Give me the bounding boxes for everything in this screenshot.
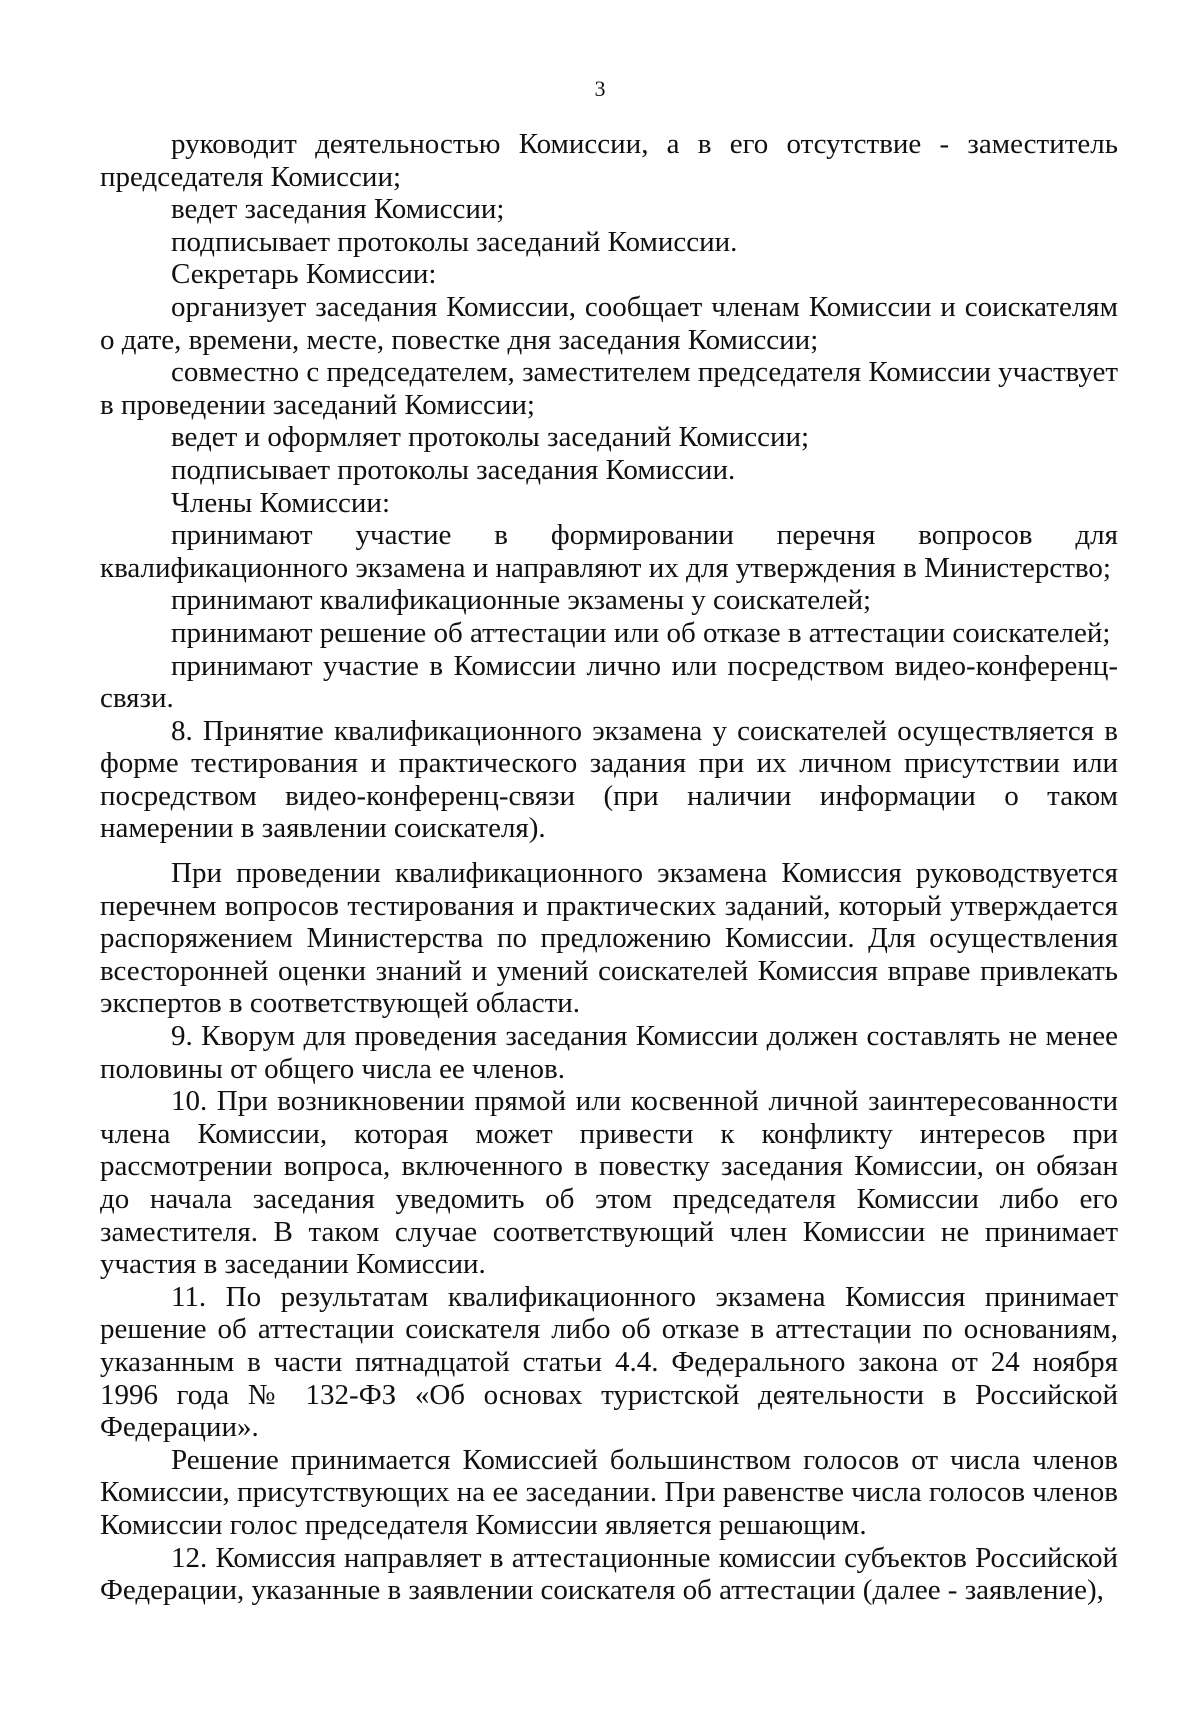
paragraph: При проведении квалификационного экзамена Комиссия руководствуется перечнем вопросов тестирования и практических заданий, который утверждается распоряжением Министерства по предложению Комиссии. Для осуществления всесторонней оценки знаний и умений соискателей Комиссия вправе привлекать экспертов в соответствующей области.: [100, 857, 1118, 1020]
paragraph: организует заседания Комиссии, сообщает членам Комиссии и соискателям о дате, времени, месте, повестке дня заседания Комиссии;: [100, 290, 1118, 356]
paragraph: Решение принимается Комиссией большинством голосов от числа членов Комиссии, присутствующих на ее заседании. При равенстве числа голосов членов Комиссии голос председателя Комиссии является решающим.: [100, 1443, 1118, 1541]
paragraph: Секретарь Комиссии:: [171, 258, 437, 291]
paragraph: подписывает протоколы заседания Комиссии.: [171, 453, 736, 486]
paragraph: подписывает протоколы заседаний Комиссии.: [171, 225, 738, 258]
paragraph: принимают квалификационные экзамены у соискателей;: [171, 584, 872, 617]
paragraph: принимают участие в формировании перечня вопросов для квалификационного экзамена и направляют их для утверждения в Министерство;: [100, 519, 1118, 584]
paragraph: 12. Комиссия направляет в аттестационные комиссии субъектов Российской Федерации, указанные в заявлении соискателя об аттестации (далее - заявление),: [100, 1541, 1118, 1607]
paragraph: 9. Кворум для проведения заседания Комиссии должен составлять не менее половины от общего числа ее членов.: [100, 1020, 1118, 1085]
page-number: 3: [594, 76, 606, 101]
paragraph: 11. По результатам квалификационного экзамена Комиссия принимает решение об аттестации соискателя либо об отказе в аттестации по основаниям, указанным в части пятнадцатой статьи 4.4. Федерального закона от 24 ноября 1996 года № 132-ФЗ «Об основах туристской деятельности в Российской Федерации».: [100, 1280, 1118, 1444]
document-body: [100, 128, 1118, 1607]
paragraph: принимают участие в Комиссии лично или посредством видео-конференц-связи.: [100, 649, 1118, 715]
paragraph: принимают решение об аттестации или об отказе в аттестации соискателей;: [171, 616, 1111, 649]
paragraph: 8. Принятие квалификационного экзамена у соискателей осуществляется в форме тестирования и практического задания при их личном присутствии или посредством видео-конференц-связи (при наличии информации о таком намерении в заявлении соискателя).: [100, 714, 1118, 845]
paragraph: ведет заседания Комиссии;: [171, 193, 505, 226]
paragraph: 10. При возникновении прямой или косвенной личной заинтересованности члена Комиссии, которая может привести к конфликту интересов при рассмотрении вопроса, включенного в повестку заседания Комиссии, он обязан до начала заседания уведомить об этом председателя Комиссии либо его заместителя. В таком случае соответствующий член Комиссии не принимает участия в заседании Комиссии.: [100, 1085, 1118, 1281]
paragraph: ведет и оформляет протоколы заседаний Комиссии;: [171, 421, 810, 454]
paragraph: руководит деятельностью Комиссии, а в его отсутствие - заместитель председателя Комиссии;: [100, 128, 1118, 193]
paragraph: совместно с председателем, заместителем председателя Комиссии участвует в проведении заседаний Комиссии;: [100, 356, 1118, 421]
paragraph: Члены Комиссии:: [171, 486, 391, 519]
